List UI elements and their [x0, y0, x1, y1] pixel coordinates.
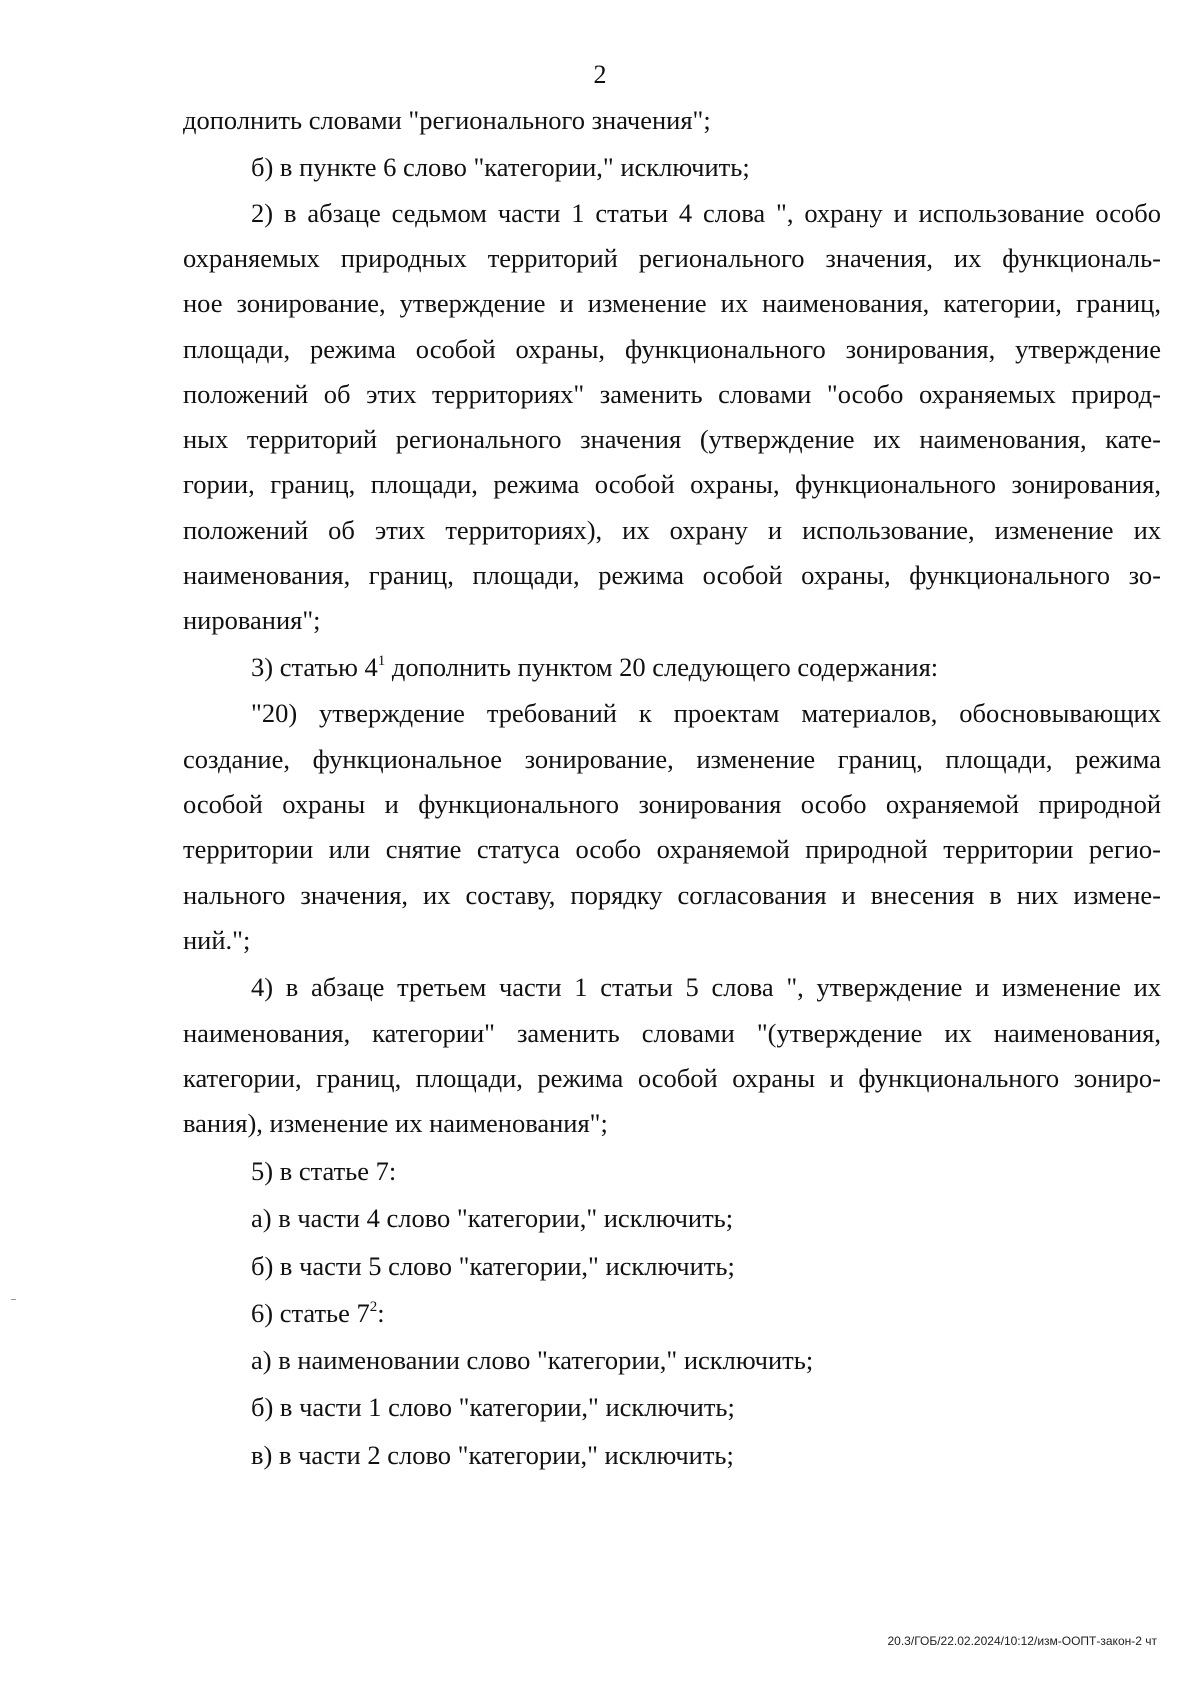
text-line: положений об этих территориях" заменить словами "особо охраняемых природ-: [183, 379, 1161, 409]
text-line: 2) в абзаце седьмом части 1 статьи 4 слова ", охрану и использование особо: [251, 198, 1161, 228]
text-line: 4) в абзаце третьем части 1 статьи 5 слова ", утверждение и изменение их: [251, 972, 1161, 1002]
text-line: категории, границ, площади, режима особой охраны и функционального зониро-: [183, 1063, 1161, 1093]
text-line: "20) утверждение требований к проектам материалов, обосновывающих: [251, 698, 1161, 728]
item-3-text: 3) статью 4: [251, 652, 378, 682]
item-6-line: [251, 1297, 1161, 1329]
text-line: дополнить словами "регионального значения";: [183, 105, 711, 135]
text-line: нального значения, их составу, порядку согласования и внесения в них измене-: [183, 880, 1161, 910]
text-line: площади, режима особой охраны, функционального зонирования, утверждение: [183, 334, 1161, 364]
text-line: особой охраны и функционального зонирования особо охраняемой природной: [183, 789, 1161, 819]
text-line: 5) в статье 7:: [251, 1156, 397, 1186]
text-line: наименования, границ, площади, режима особой охраны, функционального зо-: [183, 560, 1161, 590]
text-line: территории или снятие статуса особо охраняемой природной территории регио-: [183, 834, 1161, 864]
item-6-text-rest: :: [377, 1298, 385, 1328]
text-line: охраняемых природных территорий регионального значения, их функциональ-: [183, 243, 1161, 273]
text-line: б) в части 5 слово "категории," исключить;: [251, 1251, 735, 1281]
item-6-text: 6) статье 7: [251, 1298, 370, 1328]
text-line: гории, границ, площади, режима особой охраны, функционального зонирования,: [183, 469, 1161, 499]
text-line: б) в части 1 слово "категории," исключить;: [251, 1392, 735, 1422]
document-footer: 20.3/ГОБ/22.02.2024/10:12/изм-ООПТ-закон-2 чт: [887, 1634, 1157, 1648]
text-line: ных территорий регионального значения (утверждение их наименования, кате-: [183, 424, 1161, 454]
item-3-line: [251, 651, 1161, 683]
text-line: б) в пункте 6 слово "категории," исключить;: [251, 152, 750, 182]
text-line: нирования";: [183, 605, 321, 635]
text-line: а) в наименовании слово "категории," исключить;: [251, 1345, 814, 1375]
text-line: в) в части 2 слово "категории," исключить;: [251, 1440, 734, 1470]
text-line: создание, функциональное зонирование, изменение границ, площади, режима: [183, 744, 1161, 774]
text-line: ний.";: [183, 925, 251, 955]
item-3-text-rest: дополнить пунктом 20 следующего содержания:: [385, 652, 939, 682]
text-line: положений об этих территориях), их охрану и использование, изменение их: [183, 515, 1161, 545]
item-6-superscript: 2: [369, 1299, 378, 1315]
text-line: а) в части 4 слово "категории," исключить;: [251, 1203, 734, 1233]
text-line: наименования, категории" заменить словами "(утверждение их наименования,: [183, 1018, 1161, 1048]
item-3-superscript: 1: [377, 653, 386, 669]
page-number: 2: [593, 60, 607, 89]
text-line: вания), изменение их наименования";: [183, 1108, 608, 1138]
margin-mark: [11, 1299, 16, 1300]
text-line: ное зонирование, утверждение и изменение их наименования, категории, границ,: [183, 288, 1161, 318]
